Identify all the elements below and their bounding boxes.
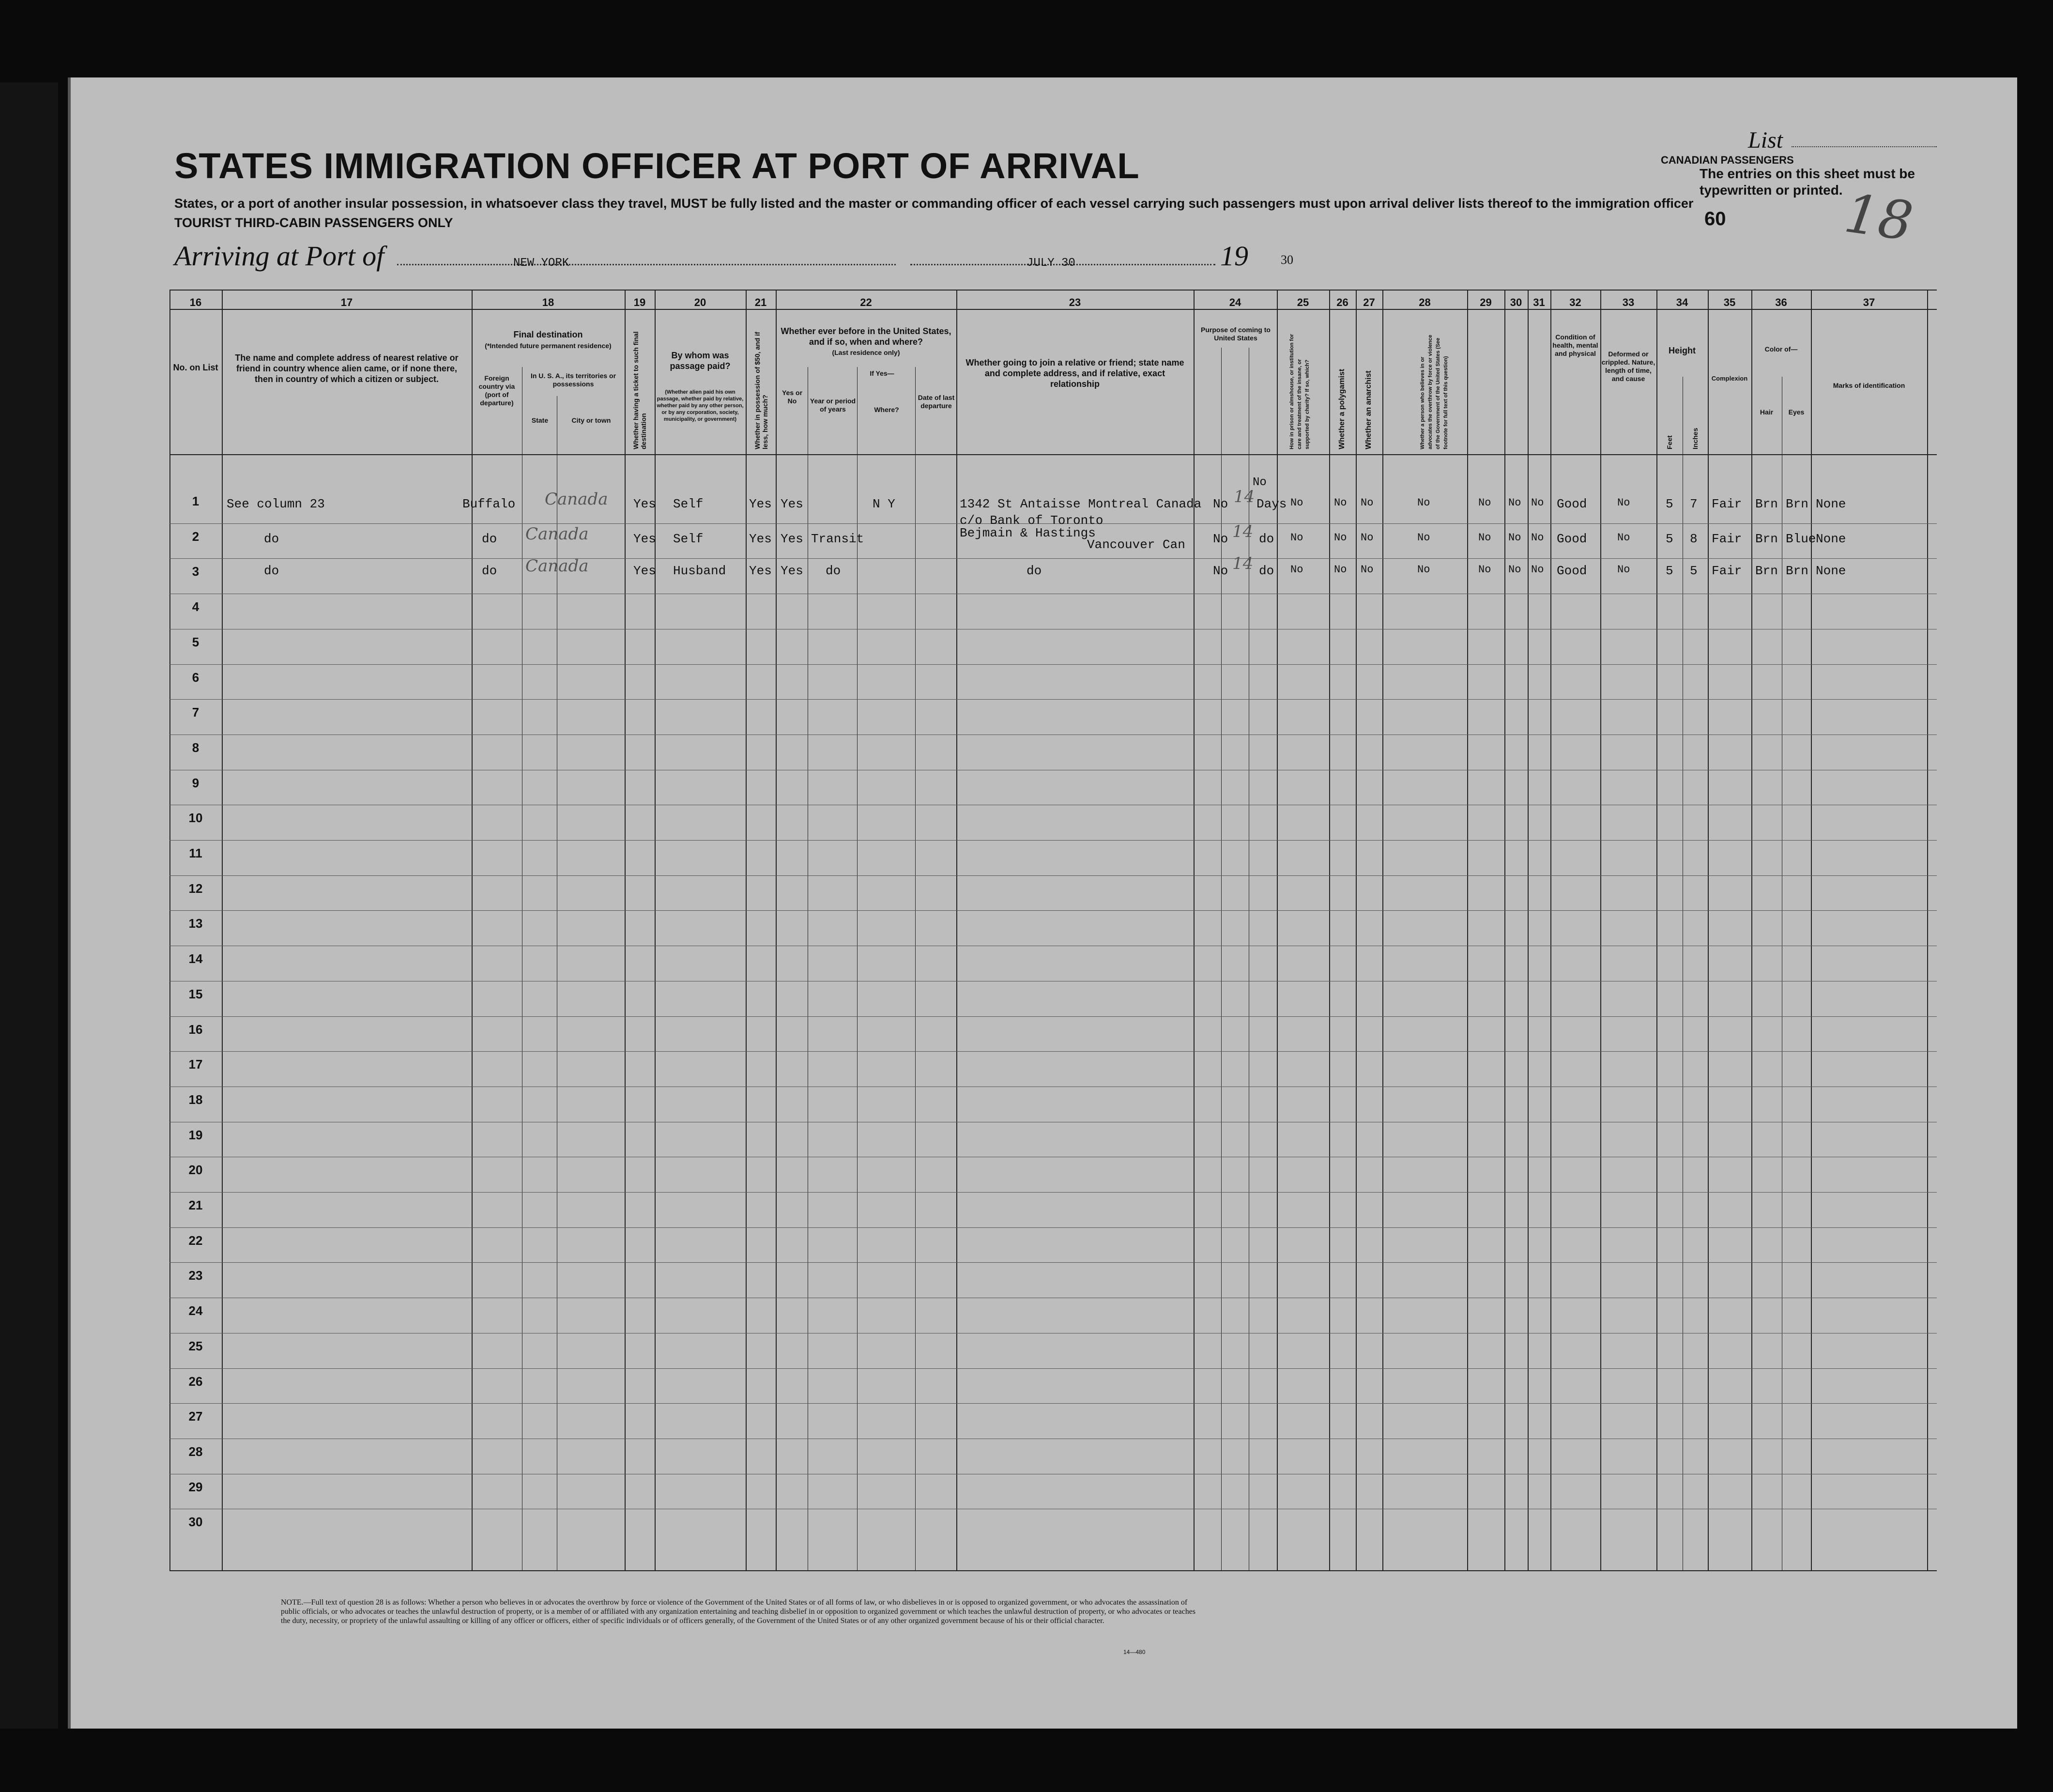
header-purpose: Purpose of coming to United States <box>1201 326 1271 342</box>
row-number: 23 <box>188 1268 203 1283</box>
row-number: 30 <box>188 1515 203 1529</box>
row1-money: Yes <box>749 497 772 511</box>
col-rule <box>1600 290 1601 1570</box>
row-number: 3 <box>192 564 199 579</box>
row3-period: do <box>826 564 841 578</box>
row2-relative: do <box>264 532 279 546</box>
row2-q29: No <box>1478 532 1491 544</box>
row-number: 7 <box>192 705 199 720</box>
row3-health: Good <box>1557 564 1587 578</box>
header-final-destination-note: (*Intended future permanent residence) <box>485 342 612 350</box>
header-polygamist: Whether a polygamist <box>1338 368 1346 449</box>
row3-join: do <box>1026 564 1042 578</box>
header-passage-note: (Whether alien paid his own passage, whether paid by relative, whether paid by any other person, or by any corporation, society, municipality, or government) <box>657 389 744 422</box>
row1-q28: No <box>1417 497 1430 509</box>
row2-q27: No <box>1361 532 1374 544</box>
row1-feet: 5 <box>1666 497 1673 511</box>
row1-q30: No <box>1508 497 1521 509</box>
row3-q31: No <box>1531 564 1544 576</box>
header-if-yes: If Yes— <box>870 369 894 377</box>
canadian-label: CANADIAN PASSENGERS <box>1661 154 1794 166</box>
col-number: 27 <box>1363 296 1375 308</box>
row2-paid: Self <box>673 532 704 546</box>
header-city: City or town <box>571 416 611 424</box>
row1-marks: None <box>1816 497 1846 511</box>
header-year-period: Year or period of years <box>810 397 856 413</box>
col-rule <box>1504 290 1505 1570</box>
row1-where: N Y <box>873 497 895 511</box>
row-number: 2 <box>192 529 199 544</box>
page-subtitle: States, or a port of another insular possession, in whatsoever class they travel, MUST be fully listed and the master or commanding officer of each vessel carrying such passengers must upon arrival deliver lists thereof to the immigration officer <box>174 196 1694 211</box>
col-rule <box>1708 290 1709 1570</box>
header-inches: Inches <box>1691 428 1699 449</box>
row-number: 25 <box>188 1339 203 1353</box>
row2-money: Yes <box>749 532 772 546</box>
row1-q31: No <box>1531 497 1544 509</box>
row1-purpose-handwritten: 14 <box>1234 487 1255 506</box>
row1-purpose: No <box>1213 497 1228 511</box>
row3-q28: No <box>1417 564 1430 576</box>
row2-foreign: do <box>482 532 497 546</box>
row-rule <box>169 1016 1937 1017</box>
header-hair: Hair <box>1760 408 1774 416</box>
row2-marks: None <box>1816 532 1846 546</box>
row-number: 19 <box>188 1128 203 1142</box>
row1-q26: No <box>1334 497 1347 509</box>
row2-purpose-handwritten: 14 <box>1232 522 1254 541</box>
col-rule <box>1751 290 1752 1570</box>
table-rule <box>169 454 1937 455</box>
row3-q25: No <box>1290 564 1303 576</box>
row-rule <box>169 875 1937 876</box>
row-number: 9 <box>192 776 199 790</box>
row-rule <box>169 1051 1937 1052</box>
row-number: 17 <box>188 1057 203 1072</box>
row3-ticket: Yes <box>633 564 656 578</box>
row-rule <box>169 1227 1937 1228</box>
port-rule <box>397 264 896 265</box>
header-where: Where? <box>874 406 899 414</box>
col-number: 25 <box>1297 296 1309 308</box>
row1-paid: Self <box>673 497 704 511</box>
row2-purpose: No <box>1213 532 1228 546</box>
footnote: NOTE.—Full text of question 28 is as follows: Whether a person who believes in or advocates the overthrow by force or violence of the Government of the United States or of all forms of law, or who disbelieves in or is opposed to organized government, or who advocates the assassination of public officials, or who advocates or teaches the unlawful destruction of property, or is a member of or affiliated with any organization entertaining and teaching disbelief in or opposition to organized government or which teaches the unlawful destruction of property, or who advocates or teaches the duty, necessity, or propriety of the unlawful assaulting or killing of any officer or officers, either of specific individuals or of officers generally, of the Government of the United States or of any other organized government because of his or their official character. <box>281 1598 1196 1625</box>
row3-q26: No <box>1334 564 1347 576</box>
row2-q30: No <box>1508 532 1521 544</box>
page-title: STATES IMMIGRATION OFFICER AT PORT OF ARRIVAL <box>174 146 1140 186</box>
col-number: 23 <box>1069 296 1081 308</box>
header-condition-health: Condition of health, mental and physical <box>1552 333 1598 357</box>
header-passage-paid: By whom was passage paid? <box>670 351 731 371</box>
row2-complexion: Fair <box>1712 532 1742 546</box>
row2-ticket: Yes <box>633 532 656 546</box>
col-number: 19 <box>633 296 646 308</box>
row1-relative: See column 23 <box>227 497 325 511</box>
row1-before: Yes <box>781 497 803 511</box>
row3-q27: No <box>1361 564 1374 576</box>
row1-q29: No <box>1478 497 1491 509</box>
row2-q25: No <box>1290 532 1303 544</box>
col-number: 21 <box>754 296 767 308</box>
row3-inches: 5 <box>1690 564 1698 578</box>
col-rule <box>1656 290 1657 1570</box>
row2-state-handwritten: Canada <box>525 524 589 544</box>
header-q28: Whether a person who believes in or advocates the overthrow by force or violence of the Government of the United States (See footnote for full text of this question) <box>1420 335 1449 449</box>
col-number: 18 <box>542 296 554 308</box>
header-anarchist: Whether an anarchist <box>1364 370 1373 449</box>
col-rule <box>746 290 747 1570</box>
col-number: 17 <box>340 296 353 308</box>
header-foreign-country: Foreign country via (port of departure) <box>478 374 515 407</box>
col-number: 26 <box>1336 296 1348 308</box>
row3-eyes: Brn <box>1786 564 1808 578</box>
col-rule <box>1221 348 1222 1570</box>
row2-q31: No <box>1531 532 1544 544</box>
row-number: 26 <box>188 1374 203 1389</box>
row3-complexion: Fair <box>1712 564 1742 578</box>
col-number: 29 <box>1480 296 1492 308</box>
header-eyes: Eyes <box>1788 408 1805 416</box>
row-number: 24 <box>188 1303 203 1318</box>
table-rule <box>169 1570 1937 1571</box>
row1-q25: No <box>1290 497 1303 509</box>
row-number: 4 <box>192 599 199 614</box>
row3-purpose: No <box>1213 564 1228 578</box>
row-rule <box>169 664 1937 665</box>
row1-join: 1342 St Antaisse Montreal Canada <box>960 497 1202 511</box>
col-number: 16 <box>189 296 202 308</box>
row-number: 29 <box>188 1480 203 1494</box>
header-yes-no: Yes or No <box>781 389 803 405</box>
row-number: 13 <box>188 916 203 931</box>
header-state: State <box>531 416 549 424</box>
col-rule <box>956 290 957 1570</box>
col-rule <box>1194 290 1195 1570</box>
header-complexion: Complexion <box>1711 375 1748 382</box>
row-number: 16 <box>188 1022 203 1037</box>
row-number: 27 <box>188 1409 203 1424</box>
col-number: 24 <box>1229 296 1241 308</box>
table-rule <box>169 290 1937 291</box>
row3-relative: do <box>264 564 279 578</box>
row-number: 18 <box>188 1092 203 1107</box>
header-fifty-dollars: Whether in possession of $50, and if less, how much? <box>753 332 769 449</box>
row1-days: Days <box>1256 497 1287 511</box>
row-number: 28 <box>188 1444 203 1459</box>
class-line: TOURIST THIRD-CABIN PASSENGERS ONLY <box>174 215 453 230</box>
col-rule <box>857 367 858 1570</box>
header-marks: Marks of identification <box>1833 382 1905 389</box>
header-in-usa: In U. S. A., its territories or possessions <box>530 372 616 388</box>
table-rule <box>169 309 1937 310</box>
col-number: 34 <box>1676 296 1688 308</box>
row1-ticket: Yes <box>633 497 656 511</box>
row3-deformed: No <box>1617 564 1630 576</box>
row-number: 5 <box>192 635 199 649</box>
row2-health: Good <box>1557 532 1587 546</box>
row1-health: Good <box>1557 497 1587 511</box>
row-rule <box>169 1403 1937 1404</box>
row3-feet: 5 <box>1666 564 1673 578</box>
row1-deformed: No <box>1617 497 1630 509</box>
row3-days: do <box>1259 564 1274 578</box>
page-number: 60 <box>1704 208 1726 230</box>
col-number: 35 <box>1723 296 1736 308</box>
row-number: 14 <box>188 951 203 966</box>
manifest-table <box>169 290 1937 1570</box>
date-value: JULY 30 <box>1026 257 1075 270</box>
row-number: 11 <box>189 846 202 860</box>
col-number: 32 <box>1569 296 1581 308</box>
row2-q26: No <box>1334 532 1347 544</box>
col-number: 30 <box>1510 296 1522 308</box>
row1-eyes: Brn <box>1786 497 1808 511</box>
col-number: 20 <box>694 296 706 308</box>
header-color-of: Color of— <box>1764 345 1798 353</box>
header-no-on-list: No. on List <box>173 363 218 372</box>
row1-q27: No <box>1361 497 1374 509</box>
row3-paid: Husband <box>673 564 726 578</box>
row-rule <box>169 699 1937 700</box>
page-number-handwritten: 18 <box>1840 182 1917 253</box>
port-value: NEW YORK <box>513 257 569 270</box>
header-date-departure: Date of last departure <box>918 394 955 410</box>
col-rule <box>1329 290 1330 1570</box>
col-number: 33 <box>1622 296 1635 308</box>
col-rule <box>776 290 777 1570</box>
row-number: 10 <box>188 811 203 825</box>
col-rule <box>625 290 626 1570</box>
row-rule <box>169 1368 1937 1369</box>
col-rule <box>1528 290 1529 1570</box>
list-label: List <box>1748 127 1783 153</box>
header-join-relative: Whether going to join a relative or friend; state name and complete address, and if relative, exact relationship <box>965 358 1184 389</box>
col-number: 28 <box>1419 296 1431 308</box>
header-ticket: Whether having a ticket to such final destination <box>632 331 647 449</box>
row3-hair: Brn <box>1755 564 1778 578</box>
row1-complexion: Fair <box>1712 497 1742 511</box>
col-rule <box>1356 290 1357 1570</box>
row2-feet: 5 <box>1666 532 1673 546</box>
row-number: 6 <box>192 670 199 685</box>
header-before-note: (Last residence only) <box>832 349 900 356</box>
col-rule <box>222 290 223 1570</box>
row-rule <box>169 1192 1937 1193</box>
row2-period: Transit <box>811 532 864 546</box>
header-q25: How in prison or almshouse, or institution for care and treatment of the insane, or supported by charity? If so, which? <box>1289 334 1310 449</box>
row3-q29: No <box>1478 564 1491 576</box>
row3-foreign: do <box>482 564 497 578</box>
row-number: 8 <box>192 740 199 755</box>
col-number: 36 <box>1775 296 1787 308</box>
col-rule <box>1927 290 1928 1570</box>
col-rule <box>1277 290 1278 1570</box>
row2-join-line2: Bejmain & Hastings <box>960 526 1096 540</box>
row-rule <box>169 558 1937 559</box>
row2-inches: 8 <box>1690 532 1698 546</box>
row-number: 1 <box>192 494 199 508</box>
row1-hair: Brn <box>1755 497 1778 511</box>
col-rule <box>915 367 916 1570</box>
row2-eyes: Blue <box>1786 532 1816 546</box>
row2-deformed: No <box>1617 532 1630 544</box>
col-rule <box>1382 290 1383 1570</box>
header-feet: Feet <box>1666 435 1673 449</box>
col-rule <box>472 290 473 1570</box>
row-number: 15 <box>188 987 203 1001</box>
col-rule <box>1550 290 1551 1570</box>
row-rule <box>169 840 1937 841</box>
col-rule <box>1467 290 1468 1570</box>
row1-state-handwritten: Canada <box>545 490 608 509</box>
row3-purpose-handwritten: 14 <box>1232 554 1254 573</box>
year-suffix: 30 <box>1281 253 1293 267</box>
row-number: 12 <box>188 881 203 896</box>
row1-inches: 7 <box>1690 497 1698 511</box>
col-rule <box>1811 290 1812 1570</box>
year-prefix: 19 <box>1220 240 1248 272</box>
row3-q30: No <box>1508 564 1521 576</box>
row3-marks: None <box>1816 564 1846 578</box>
row-number: 22 <box>188 1233 203 1248</box>
form-number: 14—480 <box>1123 1649 1146 1655</box>
col-rule <box>655 290 656 1570</box>
header-height: Height <box>1669 346 1696 355</box>
list-rule <box>1792 146 1937 147</box>
row2-q28: No <box>1417 532 1430 544</box>
col-number: 37 <box>1863 296 1875 308</box>
header-final-destination: Final destination <box>513 330 583 339</box>
typewritten-note: The entries on this sheet must be typewritten or printed. <box>1700 166 1915 198</box>
row-rule <box>169 1262 1937 1263</box>
row-number: 21 <box>188 1198 203 1212</box>
row1-foreign: Buffalo <box>462 497 516 511</box>
row-number: 20 <box>188 1163 203 1177</box>
arriving-label: Arriving at Port of <box>174 240 384 272</box>
row2-join-line3: Vancouver Can <box>1087 537 1185 552</box>
row3-money: Yes <box>749 564 772 578</box>
col-number: 31 <box>1533 296 1545 308</box>
binding-edge <box>0 82 58 1729</box>
col-number: 22 <box>860 296 872 308</box>
row2-hair: Brn <box>1755 532 1778 546</box>
header-before-us: Whether ever before in the United States, and if so, when and where? <box>781 326 951 347</box>
header-relative-address: The name and complete address of nearest relative or friend in country whence alien came, or if none there, then in country of which a citizen or subject. <box>235 353 459 384</box>
row3-before: Yes <box>781 564 803 578</box>
row1-no-above: No <box>1253 476 1267 489</box>
header-deformed: Deformed or crippled. Nature, length of time, and cause <box>1601 350 1655 383</box>
row2-before: Yes <box>781 532 803 546</box>
row-rule <box>169 910 1937 911</box>
row3-state-handwritten: Canada <box>525 556 589 576</box>
row2-days: do <box>1259 532 1274 546</box>
row2-join: c/o Bank of Toronto <box>960 513 1103 528</box>
